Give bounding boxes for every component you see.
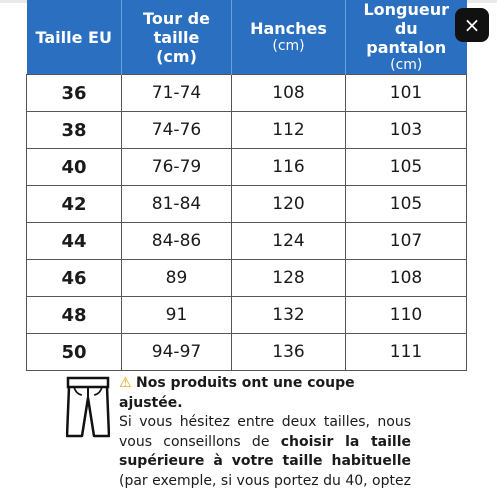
table-row — [27, 112, 467, 149]
close-icon[interactable]: × — [463, 13, 481, 37]
cell-hips: 108 — [232, 75, 346, 112]
header-size-eu — [27, 0, 122, 75]
cell-waist: 76-79 — [122, 149, 232, 186]
warning-icon: ⚠ — [119, 375, 132, 391]
cell-hips: 120 — [232, 186, 346, 223]
cell-length: 110 — [346, 297, 467, 334]
cell-length: 111 — [346, 334, 467, 371]
header-label: Taille EU — [35, 27, 112, 47]
cell-hips: 128 — [232, 260, 346, 297]
cell-hips: 124 — [232, 223, 346, 260]
table-row — [27, 297, 467, 334]
cell-size: 48 — [27, 297, 122, 334]
note-title: Nos produits ont une coupe ajustée. — [119, 375, 355, 411]
cell-length: 107 — [346, 223, 467, 260]
cell-size: 44 — [27, 223, 122, 260]
table-row — [27, 334, 467, 371]
table-header-row — [27, 0, 467, 75]
note-body — [119, 413, 411, 491]
cell-size: 36 — [27, 75, 122, 112]
pants-icon — [66, 376, 110, 438]
cell-hips: 116 — [232, 149, 346, 186]
cell-length: 103 — [346, 112, 467, 149]
header-length — [346, 0, 467, 75]
table-row — [27, 260, 467, 297]
table-row — [27, 223, 467, 260]
cell-size: 42 — [27, 186, 122, 223]
cell-length: 108 — [346, 260, 467, 297]
cell-waist: 71-74 — [122, 75, 232, 112]
cell-size: 38 — [27, 112, 122, 149]
cell-waist: 94-97 — [122, 334, 232, 371]
cell-hips: 136 — [232, 334, 346, 371]
header-label: Longueur du pantalon — [363, 0, 450, 57]
cell-waist: 89 — [122, 260, 232, 297]
cell-size: 50 — [27, 334, 122, 371]
cell-waist: 91 — [122, 297, 232, 334]
header-unit: (cm) — [272, 38, 305, 54]
table-row — [27, 186, 467, 223]
cell-waist: 84-86 — [122, 223, 232, 260]
table-row — [27, 75, 467, 112]
cell-length: 105 — [346, 186, 467, 223]
header-label: Hanches — [250, 19, 327, 38]
note-text — [119, 374, 411, 491]
note-emphasis: choisir la taille supérieure à votre taille habituelle — [119, 433, 412, 469]
header-hips — [232, 0, 346, 75]
header-unit: (cm) — [390, 57, 423, 73]
note-body-text-cont: (par exemple, si vous portez du 40, optez — [119, 472, 411, 489]
cell-hips: 112 — [232, 112, 346, 149]
note-body-text: Si vous hésitez entre deux tailles, nous vous conseillons de — [119, 414, 411, 450]
table-row — [27, 149, 467, 186]
header-label: Tour de taille (cm) — [143, 8, 210, 66]
cell-size: 40 — [27, 149, 122, 186]
cell-hips: 132 — [232, 297, 346, 334]
size-chart-table — [26, 0, 467, 371]
cell-length: 105 — [346, 149, 467, 186]
cell-length: 101 — [346, 75, 467, 112]
header-waist — [122, 0, 232, 75]
cell-size: 46 — [27, 260, 122, 297]
note-title-line — [119, 374, 411, 413]
cell-waist: 74-76 — [122, 112, 232, 149]
cell-waist: 81-84 — [122, 186, 232, 223]
close-button[interactable] — [455, 8, 489, 42]
